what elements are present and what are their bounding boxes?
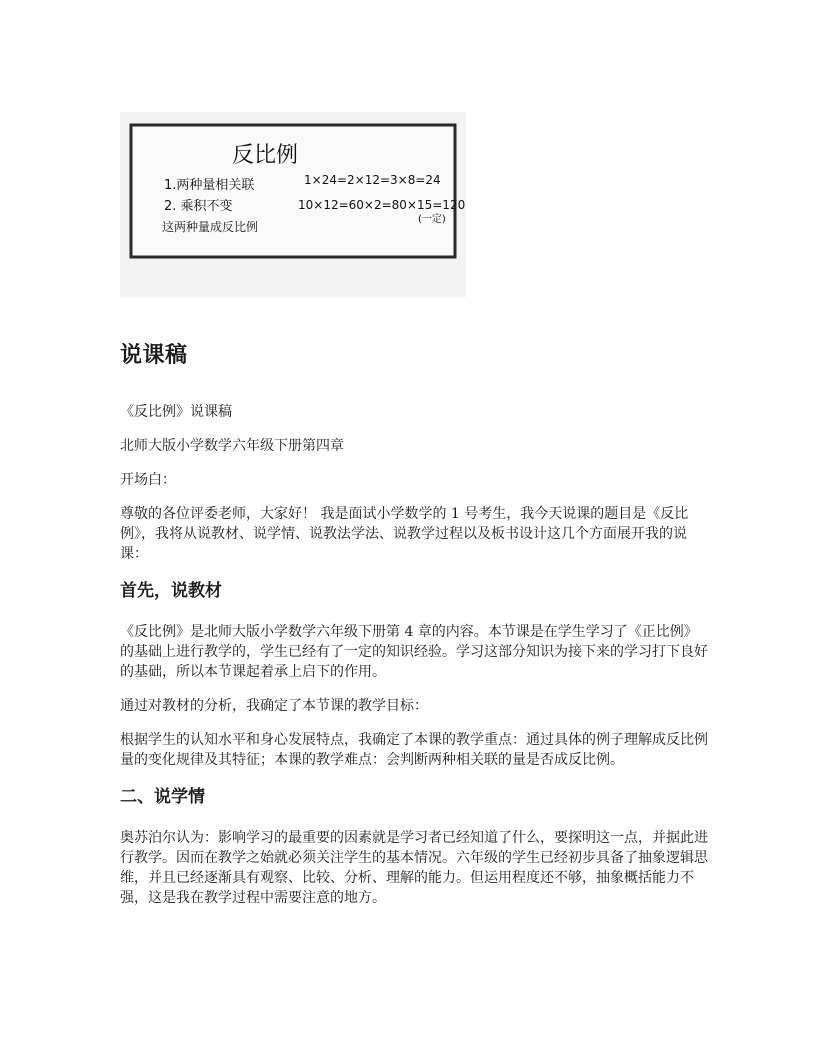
paragraph-textbook: 北师大版小学数学六年级下册第四章	[120, 438, 344, 454]
board-title: 反比例	[232, 143, 299, 168]
document-title: 说课稿	[120, 343, 188, 368]
paragraph-student-analysis: 奥苏泊尔认为：影响学习的最重要的因素就是学习者已经知道了什么，要探明这一点，并据此进行教学。因而在教学之始就必须关注学生的基本情况。六年级的学生已经初步具备了抽象逻辑思维，并且已经逐渐具有观察、比较、分析、理解的能力。但运用程度还不够，抽象概括能力不强，这是我在教学过程中需要注意的地方。	[120, 830, 708, 906]
board-line-2: 2. 乘积不变	[164, 199, 233, 214]
blackboard-photo	[120, 112, 466, 297]
whiteboard-illustration	[120, 112, 466, 297]
paragraph-opening: 尊敬的各位评委老师，大家好！ 我是面试小学数学的 1 号考生，我今天说课的题目是《反比例》，我将从说教材、说学情、说教法学法、说教学过程以及板书设计这几个方面展开我的说课：	[120, 506, 689, 562]
board-equation-note: (一定)	[418, 214, 446, 225]
paragraph-opening-label: 开场白：	[120, 472, 176, 488]
section-heading-textbook: 首先，说教材	[120, 581, 222, 601]
board-line-1: 1.两种量相关联	[164, 178, 255, 193]
paragraph-key-points: 根据学生的认知水平和身心发展特点，我确定了本课的教学重点：通过具体的例子理解成反比例量的变化规律及其特征；本课的教学难点：会判断两种相关联的量是否成反比例。	[120, 732, 708, 768]
paragraph-textbook-analysis: 《反比例》是北师大版小学数学六年级下册第 4 章的内容。本节课是在学生学习了《正比例》的基础上进行教学的，学生已经有了一定的知识经验。学习这部分知识为接下来的学习打下良好的基础，所以本节课起着承上启下的作用。	[120, 624, 708, 680]
board-equation-2: 10×12=60×2=80×15=120	[298, 198, 466, 212]
board-line-3: 这两种量成反比例	[162, 220, 259, 234]
paragraph-lesson-title: 《反比例》说课稿	[120, 404, 232, 420]
section-heading-students: 二、说学情	[120, 787, 205, 807]
document-body	[120, 340, 710, 922]
board-equation-1: 1×24=2×12=3×8=24	[304, 173, 441, 187]
paragraph-goals: 通过对教材的分析，我确定了本节课的教学目标：	[120, 698, 428, 714]
